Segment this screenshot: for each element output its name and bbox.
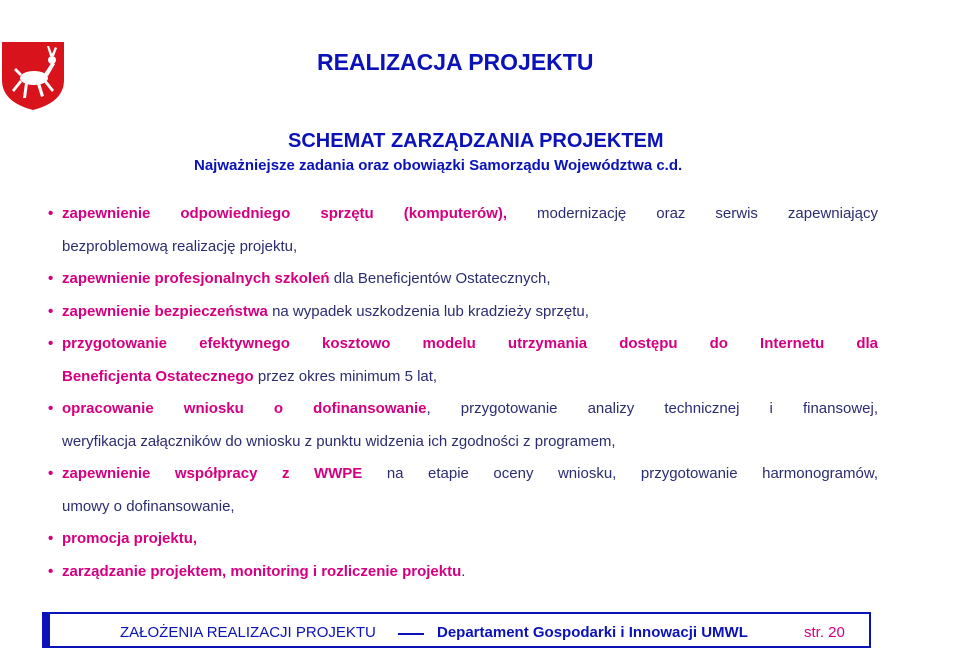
- list-item: • zapewnienie odpowiedniego sprzętu (komputerów), modernizację oraz serwis zapewniający: [48, 198, 878, 231]
- bullet-icon: •: [48, 302, 54, 320]
- list-item-continuation: bezproblemową realizację projektu,: [62, 237, 298, 255]
- list-item: • promocja projektu,: [48, 523, 878, 556]
- list-item: • zarządzanie projektem, monitoring i rozliczenie projektu.: [48, 556, 878, 589]
- page-number: str. 20: [804, 624, 845, 641]
- list-item: • opracowanie wniosku o dofinansowanie, przygotowanie analizy technicznej i finansowej,: [48, 393, 878, 426]
- bullet-icon: •: [48, 530, 54, 547]
- list-item-continuation: Beneficjenta Ostatecznego przez okres minimum 5 lat,: [62, 367, 438, 385]
- list-item: • przygotowanie efektywnego kosztowo modelu utrzymania dostępu do Internetu dla: [48, 328, 878, 361]
- deer-coat-of-arms-icon: [0, 40, 66, 112]
- bullet-icon: •: [48, 562, 54, 580]
- bullet-icon: •: [48, 205, 54, 222]
- footer-department: Departament Gospodarki i Innowacji UMWL: [437, 624, 748, 641]
- bullet-icon: •: [48, 270, 54, 287]
- list-item-continuation: weryfikacja załączników do wniosku z punktu widzenia ich zgodności z programem,: [62, 432, 616, 450]
- page-title: REALIZACJA PROJEKTU: [317, 49, 594, 75]
- section-title: SCHEMAT ZARZĄDZANIA PROJEKTEM: [288, 130, 664, 152]
- footer-dash: [398, 633, 424, 635]
- bullet-icon: •: [48, 335, 54, 352]
- section-subtitle: Najważniejsze zadania oraz obowiązki Samorządu Województwa c.d.: [194, 157, 683, 174]
- coat-of-arms-logo: [0, 40, 66, 112]
- footer-project-label: ZAŁOŻENIA REALIZACJI PROJEKTU: [120, 624, 376, 641]
- list-item: • zapewnienie profesjonalnych szkoleń dla Beneficjentów Ostatecznych,: [48, 263, 878, 296]
- bullet-list: [48, 198, 878, 588]
- bullet-icon: •: [48, 465, 54, 482]
- list-item: • zapewnienie bezpieczeństwa na wypadek uszkodzenia lub kradzieży sprzętu,: [48, 296, 878, 329]
- footer-accent: [44, 614, 50, 646]
- list-item: • zapewnienie współpracy z WWPE na etapie oceny wniosku, przygotowanie harmonogramów,: [48, 458, 878, 491]
- list-item-continuation: umowy o dofinansowanie,: [62, 497, 235, 515]
- bullet-icon: •: [48, 400, 54, 417]
- footer-bar: [42, 612, 871, 648]
